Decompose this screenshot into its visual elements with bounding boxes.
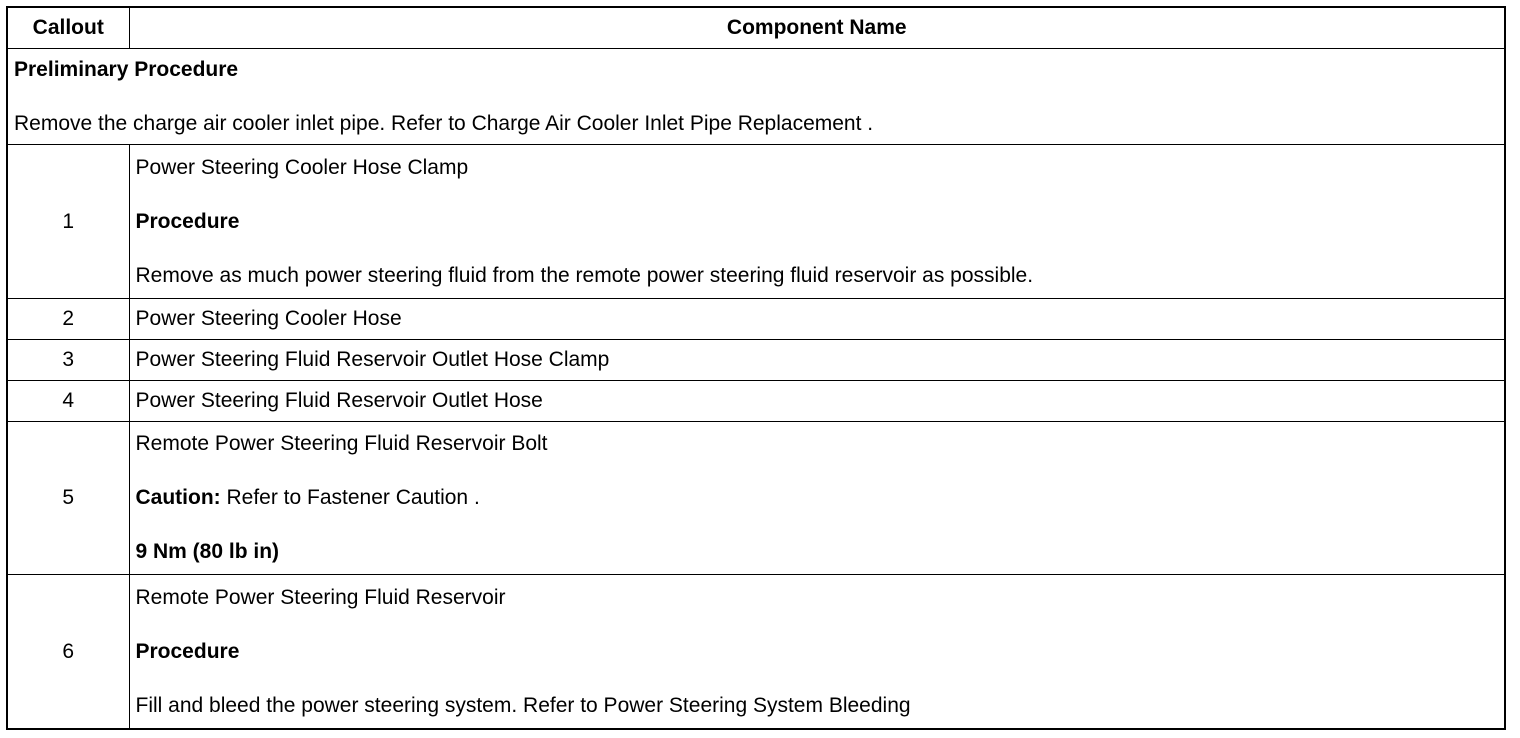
component-name: Remote Power Steering Fluid Reservoir Bolt bbox=[135, 432, 548, 456]
table-row bbox=[8, 339, 1504, 380]
table-row bbox=[8, 298, 1504, 339]
callout-number: 4 bbox=[8, 380, 129, 421]
component-name: Power Steering Cooler Hose Clamp bbox=[135, 155, 469, 179]
preliminary-procedure-text: Remove the charge air cooler inlet pipe. Refer to Charge Air Cooler Inlet Pipe Replacement . bbox=[14, 111, 874, 135]
component-name: Power Steering Fluid Reservoir Outlet Hose Clamp bbox=[129, 339, 1504, 380]
caution-text: Refer to Fastener Caution . bbox=[220, 486, 480, 510]
procedure-table bbox=[8, 8, 1504, 728]
component-name: Power Steering Cooler Hose bbox=[129, 298, 1504, 339]
component-cell bbox=[129, 421, 1504, 575]
procedure-text: Fill and bleed the power steering system. Refer to Power Steering System Bleeding bbox=[135, 693, 911, 717]
caution-label: Caution: bbox=[135, 486, 221, 510]
procedure-heading: Procedure bbox=[135, 209, 240, 233]
procedure-table-frame bbox=[6, 6, 1506, 730]
torque-spec: 9 Nm (80 lb in) bbox=[135, 540, 280, 564]
component-name-column-header: Component Name bbox=[726, 16, 907, 39]
component-name: Remote Power Steering Fluid Reservoir bbox=[135, 585, 506, 609]
component-cell bbox=[129, 575, 1504, 728]
procedure-heading: Procedure bbox=[135, 639, 240, 663]
table-row bbox=[8, 145, 1504, 299]
component-name: Power Steering Fluid Reservoir Outlet Hose bbox=[129, 380, 1504, 421]
caution-line bbox=[136, 486, 1499, 510]
callout-column-header: Callout bbox=[8, 8, 129, 49]
component-cell bbox=[129, 145, 1504, 299]
preliminary-procedure-row bbox=[8, 49, 1504, 145]
callout-number: 2 bbox=[8, 298, 129, 339]
callout-number: 1 bbox=[8, 145, 129, 299]
procedure-text: Remove as much power steering fluid from the remote power steering fluid reservoir as possible. bbox=[135, 263, 1034, 287]
callout-number: 5 bbox=[8, 421, 129, 575]
preliminary-procedure-cell bbox=[8, 49, 1504, 145]
callout-number: 3 bbox=[8, 339, 129, 380]
callout-number: 6 bbox=[8, 575, 129, 728]
table-row bbox=[8, 380, 1504, 421]
table-header-row bbox=[8, 8, 1504, 49]
table-row bbox=[8, 421, 1504, 575]
table-row bbox=[8, 575, 1504, 728]
preliminary-procedure-title: Preliminary Procedure bbox=[14, 57, 239, 81]
